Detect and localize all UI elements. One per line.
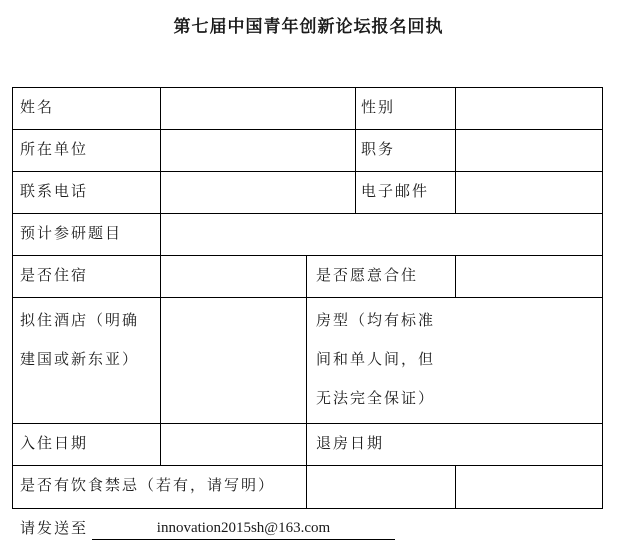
checkout-label: 退房日期 — [316, 434, 385, 452]
topic-label: 预计参研题目 — [20, 224, 123, 242]
email-address-link[interactable]: innovation2015sh@163.com — [92, 519, 395, 540]
organization-label: 所在单位 — [20, 140, 89, 158]
organization-input[interactable] — [161, 130, 355, 171]
accommodation-input[interactable] — [161, 256, 306, 297]
name-label: 姓名 — [20, 98, 55, 116]
checkout-input[interactable] — [456, 424, 602, 465]
share-room-input[interactable] — [456, 256, 602, 297]
hotel-input[interactable] — [161, 298, 306, 423]
gender-input[interactable] — [456, 88, 602, 129]
room-type-label: 房型（均有标准间和单人间，但无法完全保证） — [316, 311, 436, 407]
diet-input[interactable] — [307, 466, 602, 508]
position-label: 职务 — [361, 140, 396, 158]
share-room-label: 是否愿意合住 — [316, 266, 419, 284]
send-to-label: 请发送至 — [20, 519, 89, 537]
gender-label: 性别 — [361, 98, 396, 116]
phone-label: 联系电话 — [20, 182, 89, 200]
hotel-label: 拟住酒店（明确建国或新东亚） — [20, 311, 140, 368]
name-input[interactable] — [161, 88, 355, 129]
accommodation-label: 是否住宿 — [20, 266, 89, 284]
phone-input[interactable] — [161, 172, 355, 213]
checkin-input[interactable] — [161, 424, 306, 465]
email-label: 电子邮件 — [361, 182, 430, 200]
topic-input[interactable] — [161, 214, 602, 255]
checkin-label: 入住日期 — [20, 434, 89, 452]
email-input[interactable] — [456, 172, 602, 213]
registration-form-table — [12, 87, 603, 509]
diet-label: 是否有饮食禁忌（若有，请写明） — [20, 476, 276, 494]
form-title: 第七届中国青年创新论坛报名回执 — [173, 17, 444, 37]
position-input[interactable] — [456, 130, 602, 171]
room-type-input[interactable] — [456, 298, 602, 423]
